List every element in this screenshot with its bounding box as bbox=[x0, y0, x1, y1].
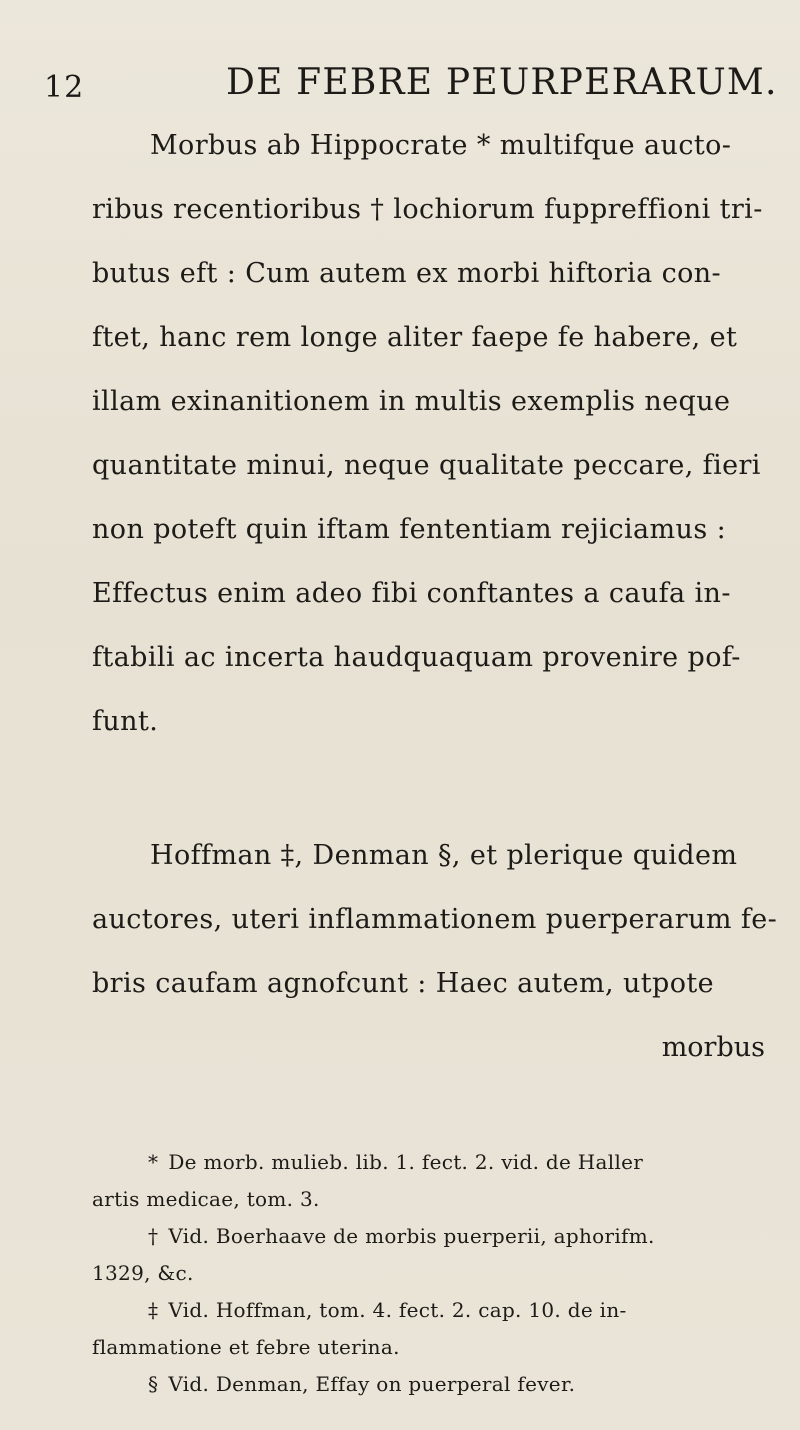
footnote-line bbox=[92, 1261, 194, 1285]
text-line: auctores, uteri inflammationem puerperarum fe- bbox=[92, 904, 778, 935]
text-line: quantitate minui, neque qualitate peccare, fieri bbox=[92, 450, 761, 481]
text-line: ribus recentioribus † lochiorum fuppreffioni tri- bbox=[92, 194, 763, 225]
footnote-text: flammatione et febre uterina. bbox=[92, 1335, 400, 1359]
footnote-line bbox=[148, 1298, 627, 1322]
text-line: ftabili ac incerta haudquaquam provenire pof- bbox=[92, 642, 741, 673]
running-title: DE FEBRE PEURPERARUM. bbox=[226, 62, 778, 103]
text-line: ftet, hanc rem longe aliter faepe fe habere, et bbox=[92, 322, 738, 353]
footnote-text: 1329, &c. bbox=[92, 1261, 194, 1285]
footnote-mark: * bbox=[148, 1150, 159, 1174]
footnote-line bbox=[148, 1224, 655, 1248]
text-line: Effectus enim adeo fibi conftantes a caufa in- bbox=[92, 578, 731, 609]
catchword: morbus bbox=[661, 1032, 765, 1063]
text-line: Morbus ab Hippocrate * multifque aucto- bbox=[150, 130, 732, 161]
footnote-text: Vid. Hoffman, tom. 4. fect. 2. cap. 10. de in- bbox=[168, 1298, 627, 1322]
footnote-text: artis medicae, tom. 3. bbox=[92, 1187, 320, 1211]
text-line: bris caufam agnofcunt : Haec autem, utpote bbox=[92, 968, 714, 999]
text-line: funt. bbox=[92, 706, 159, 737]
footnote-line bbox=[92, 1187, 320, 1211]
footnote-mark: § bbox=[148, 1372, 159, 1396]
footnote-line bbox=[148, 1150, 643, 1174]
page-header bbox=[44, 62, 778, 112]
footnote-line bbox=[148, 1372, 575, 1396]
footnote-line bbox=[92, 1335, 400, 1359]
footnote-mark: † bbox=[148, 1224, 159, 1248]
footnote-mark: ‡ bbox=[148, 1298, 159, 1322]
footnote-text: De morb. mulieb. lib. 1. fect. 2. vid. de Haller bbox=[168, 1150, 644, 1174]
text-line: butus eft : Cum autem ex morbi hiftoria con- bbox=[92, 258, 722, 289]
page-number: 12 bbox=[44, 70, 85, 105]
footnote-text: Vid. Boerhaave de morbis puerperii, aphorifm. bbox=[168, 1224, 655, 1248]
text-line: non poteft quin iftam fententiam rejiciamus : bbox=[92, 514, 727, 545]
text-line: Hoffman ‡, Denman §, et plerique quidem bbox=[150, 840, 738, 871]
text-line: illam exinanitionem in multis exemplis neque bbox=[92, 386, 731, 417]
footnote-text: Vid. Denman, Effay on puerperal fever. bbox=[168, 1372, 576, 1396]
